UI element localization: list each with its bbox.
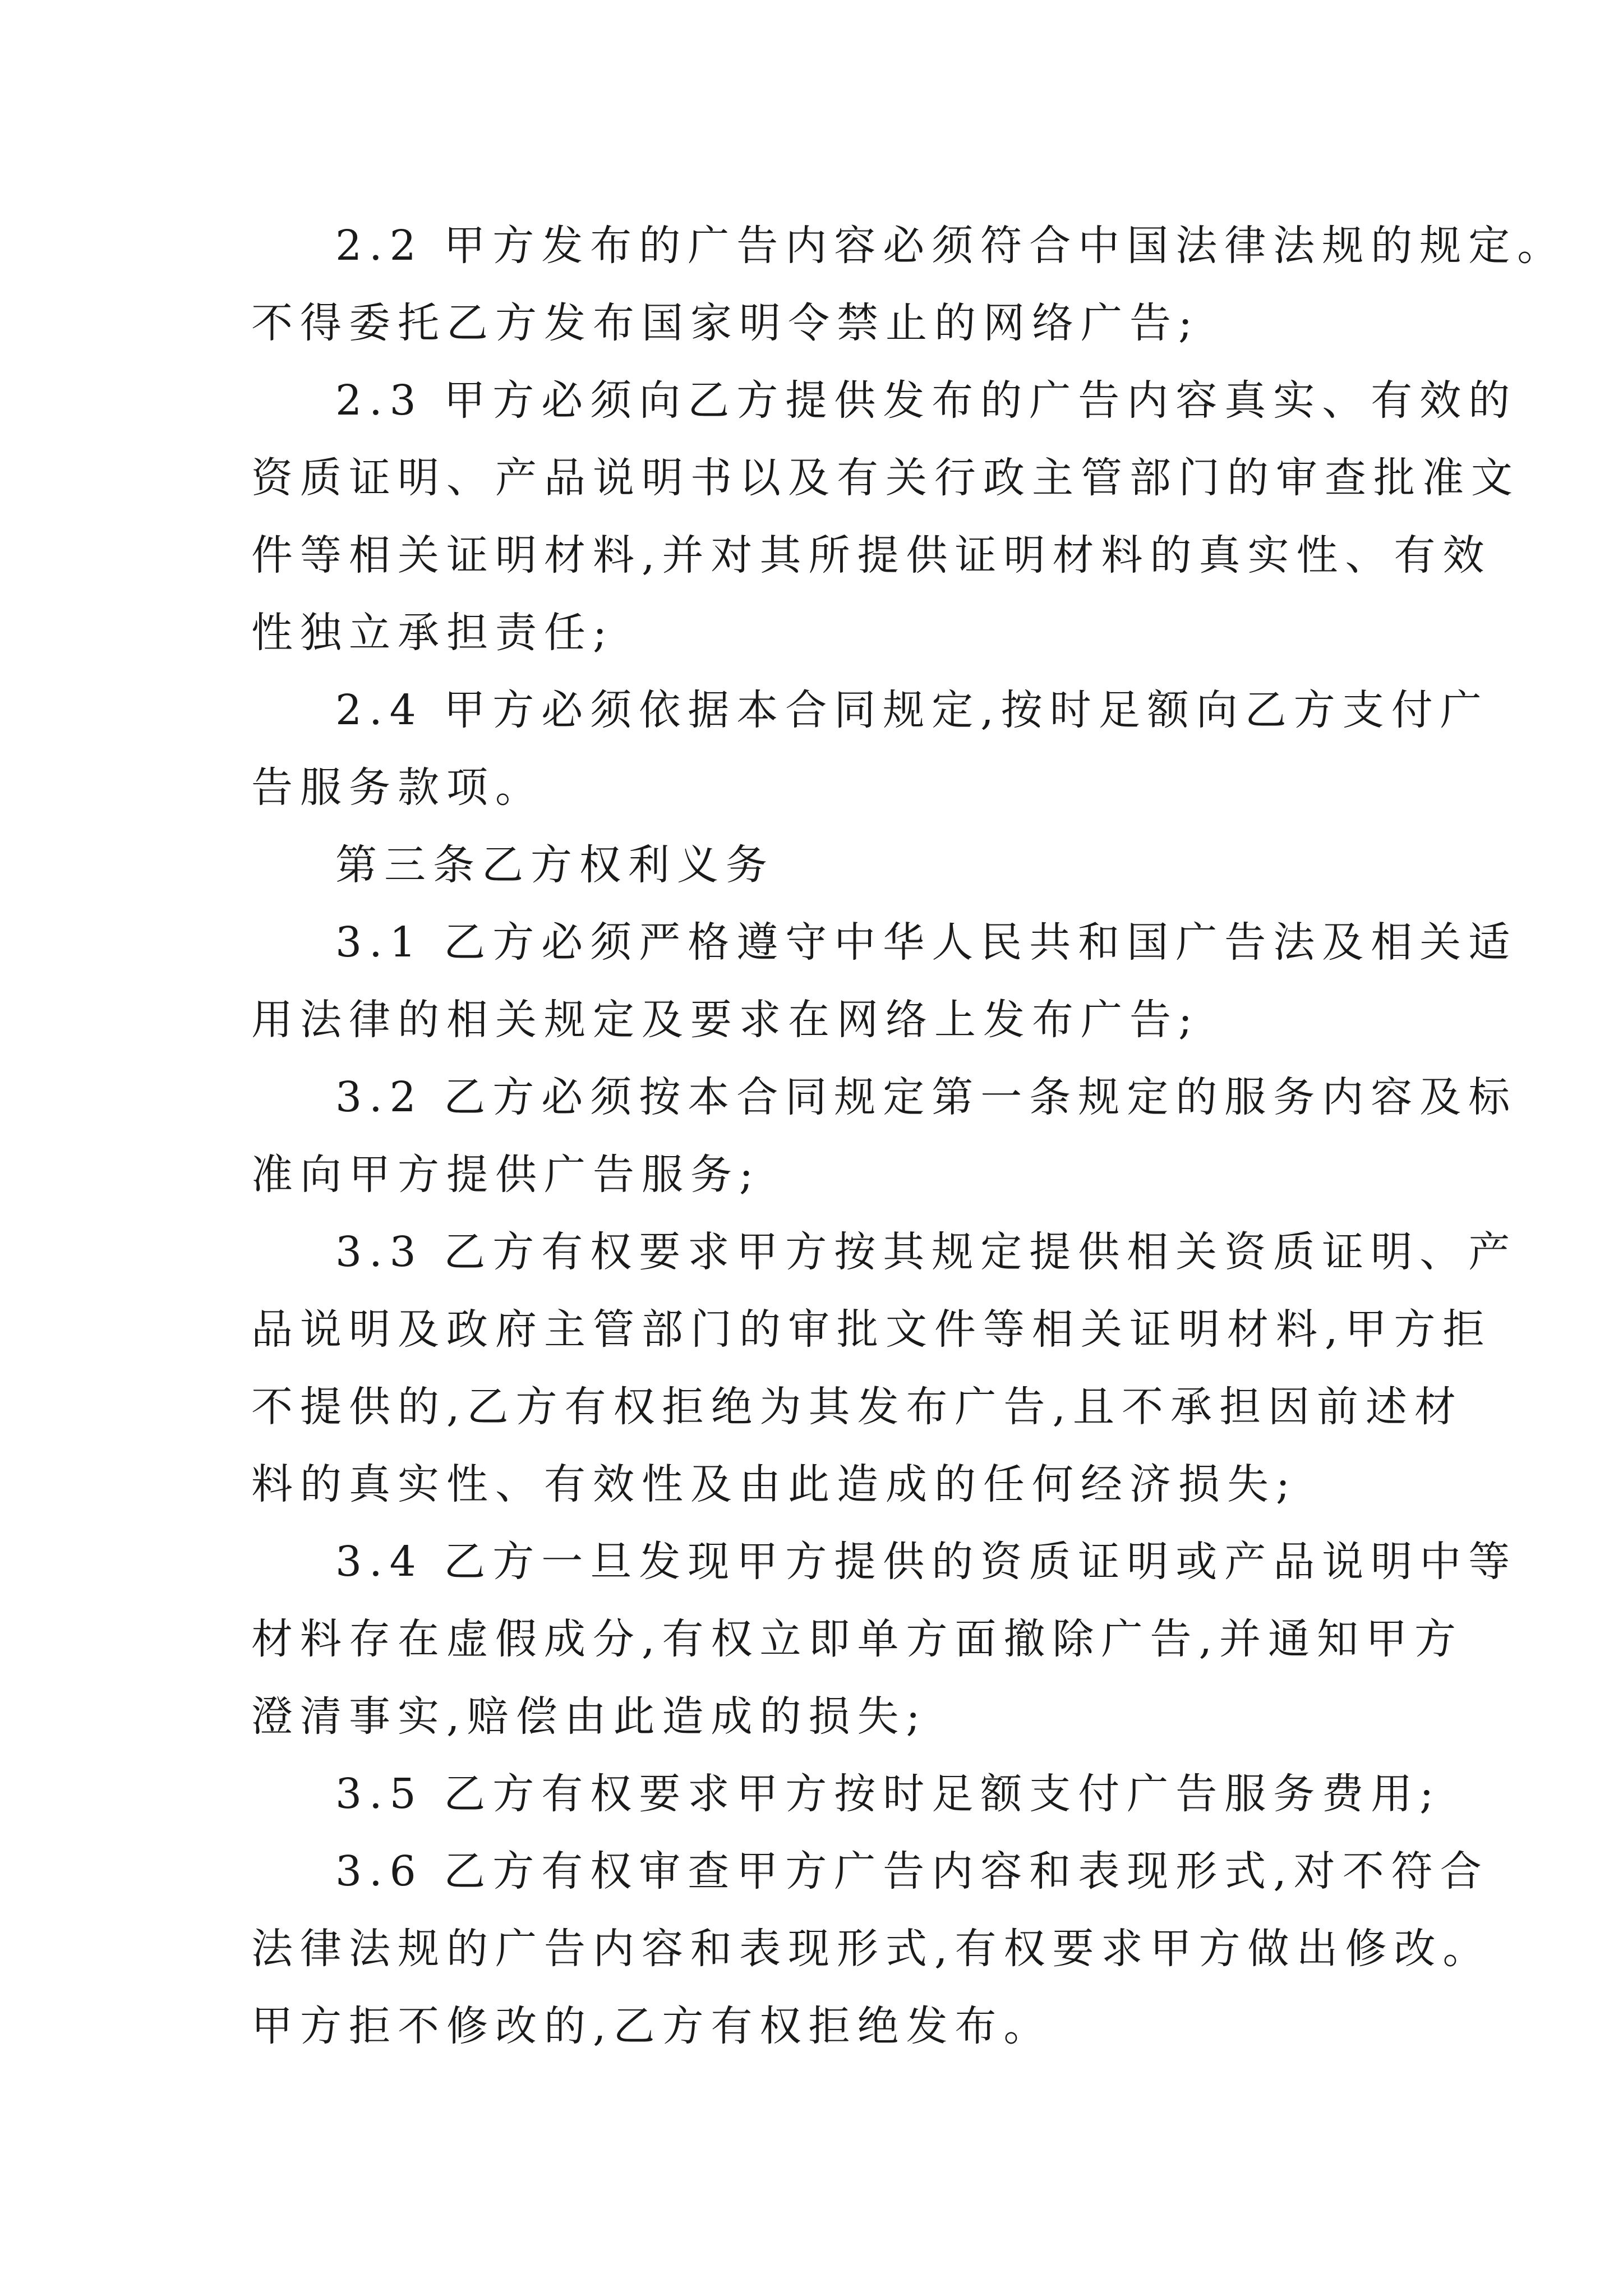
clause-3-4-line-3: 澄清事实,赔偿由此造成的损失; xyxy=(251,1692,928,1741)
clause-3-2-line-2: 准向甲方提供广告服务; xyxy=(251,1151,760,1199)
clause-2-2-line-1: 2.2 甲方发布的广告内容必须符合中国法律法规的规定。 xyxy=(335,222,1566,270)
clause-3-4-line-2: 材料存在虚假成分,有权立即单方面撤除广告,并通知甲方 xyxy=(251,1615,1464,1663)
clause-3-4-line-1: 3.4 乙方一旦发现甲方提供的资质证明或产品说明中等 xyxy=(335,1538,1518,1586)
clause-3-2-line-1: 3.2 乙方必须按本合同规定第一条规定的服务内容及标 xyxy=(335,1073,1518,1121)
clause-3-3-line-1: 3.3 乙方有权要求甲方按其规定提供相关资质证明、产 xyxy=(335,1228,1518,1276)
clause-2-4-line-1: 2.4 甲方必须依据本合同规定,按时足额向乙方支付广 xyxy=(335,686,1489,734)
clause-2-3-line-3: 件等相关证明材料,并对其所提供证明材料的真实性、有效 xyxy=(251,531,1492,579)
clause-3-5-line-1: 3.5 乙方有权要求甲方按时足额支付广告服务费用; xyxy=(335,1770,1441,1818)
clause-2-3-line-2: 资质证明、产品说明书以及有关行政主管部门的审查批准文 xyxy=(251,454,1520,502)
clause-3-1-line-2: 用法律的相关规定及要求在网络上发布广告; xyxy=(251,996,1200,1044)
article-3-heading: 第三条乙方权利义务 xyxy=(335,841,774,889)
clause-3-3-line-3: 不提供的,乙方有权拒绝为其发布广告,且不承担因前述材 xyxy=(251,1383,1464,1431)
clause-2-4-line-2: 告服务款项。 xyxy=(251,763,544,812)
clause-2-3-line-1: 2.3 甲方必须向乙方提供发布的广告内容真实、有效的 xyxy=(335,376,1518,425)
clause-3-6-line-2: 法律法规的广告内容和表现形式,有权要求甲方做出修改。 xyxy=(251,1925,1492,1973)
clause-3-3-line-4: 料的真实性、有效性及由此造成的任何经济损失; xyxy=(251,1460,1297,1508)
clause-3-6-line-3: 甲方拒不修改的,乙方有权拒绝发布。 xyxy=(251,2002,1053,2050)
clause-2-2-line-2: 不得委托乙方发布国家明令禁止的网络广告; xyxy=(251,299,1200,347)
clause-3-3-line-2: 品说明及政府主管部门的审批文件等相关证明材料,甲方拒 xyxy=(251,1305,1492,1354)
clause-3-6-line-1: 3.6 乙方有权审查甲方广告内容和表现形式,对不符合 xyxy=(335,1847,1489,1895)
clause-3-1-line-1: 3.1 乙方必须严格遵守中华人民共和国广告法及相关适 xyxy=(335,918,1518,967)
clause-2-3-line-4: 性独立承担责任; xyxy=(251,609,614,657)
